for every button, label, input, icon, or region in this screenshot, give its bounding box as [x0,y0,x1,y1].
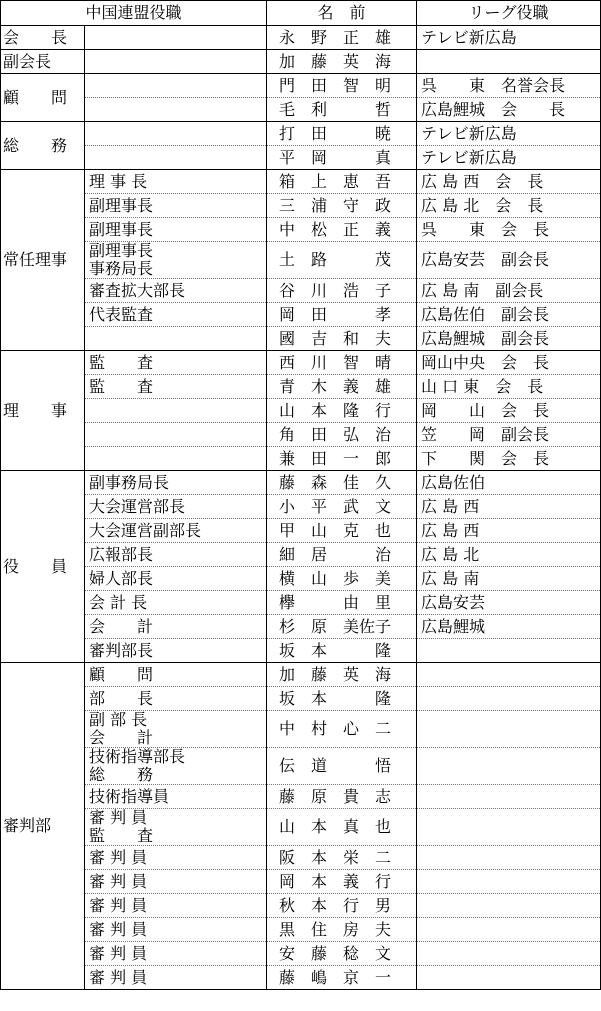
member-name: 岡 田 孝 [267,303,417,327]
member-name: 三 浦 守 政 [267,194,417,218]
member-name: 平 岡 真 [267,146,417,170]
league-role [417,711,601,748]
league-role: 山 口 東 会 長 [417,375,601,399]
league-role: 広 島 西 [417,519,601,543]
chugoku-role: 会 計 [85,615,267,639]
league-role: 岡 山 会 長 [417,399,601,423]
table-row [1,471,601,495]
table-row [1,495,601,519]
member-name: 伝 道 悟 [267,748,417,785]
member-name: 箱 上 恵 吾 [267,170,417,194]
league-role [417,663,601,687]
member-name: 國 吉 和 夫 [267,327,417,351]
member-name: 杉 原 美佐子 [267,615,417,639]
chugoku-role: 審 判 員 [85,870,267,894]
league-role: 岡山中央 会 長 [417,351,601,375]
league-role: 広島安芸 副会長 [417,242,601,279]
section-label: 理 事 [1,351,85,471]
chugoku-role: 副理事長 事務局長 [85,242,267,279]
chugoku-role: 審査拡大部長 [85,279,267,303]
league-role: 広 島 西 会 長 [417,170,601,194]
chugoku-role: 広報部長 [85,543,267,567]
section-label: 顧 問 [1,74,85,122]
member-name: 藤 嶋 京 一 [267,966,417,990]
member-name: 秋 本 行 男 [267,894,417,918]
chugoku-role: 審 判 員 [85,942,267,966]
member-name: 中 松 正 義 [267,218,417,242]
member-name: 加 藤 英 海 [267,50,417,74]
table-row [1,894,601,918]
table-row [1,846,601,870]
table-row [1,711,601,748]
table-row [1,146,601,170]
league-role: テレビ新広島 [417,26,601,50]
member-name: 欅 由 里 [267,591,417,615]
member-name: 横 山 歩 美 [267,567,417,591]
table-row [1,966,601,990]
member-name: 安 藤 稔 文 [267,942,417,966]
member-name: 門 田 智 明 [267,74,417,98]
section-label: 常任理事 [1,170,85,351]
league-role: 呉 東 名誉会長 [417,74,601,98]
table-row [1,687,601,711]
table-row [1,327,601,351]
chugoku-role: 顧 問 [85,663,267,687]
chugoku-role: 副理事長 [85,218,267,242]
table-row [1,399,601,423]
member-name: 永 野 正 雄 [267,26,417,50]
table-row [1,639,601,663]
table-row [1,351,601,375]
member-name: 山 本 隆 行 [267,399,417,423]
member-name: 坂 本 隆 [267,687,417,711]
header-league-role: リーグ役職 [417,1,601,26]
chugoku-role: 副事務局長 [85,471,267,495]
member-name: 毛 利 哲 [267,98,417,122]
table-row [1,122,601,146]
section-label: 副会長 [1,50,85,74]
chugoku-role: 大会運営副部長 [85,519,267,543]
league-role: 広島鯉城 [417,615,601,639]
chugoku-role: 審 判 員 [85,918,267,942]
table-row [1,50,601,74]
league-role [417,966,601,990]
member-name: 小 平 武 文 [267,495,417,519]
league-role [417,942,601,966]
league-role: 広 島 北 [417,543,601,567]
table-row [1,218,601,242]
chugoku-role [85,423,267,447]
table-row [1,170,601,194]
league-role: 広島佐伯 副会長 [417,303,601,327]
chugoku-role [85,327,267,351]
league-role: 広 島 南 [417,567,601,591]
table-row [1,663,601,687]
chugoku-role [85,26,267,50]
table-row [1,26,601,50]
header-chugoku-role: 中国連盟役職 [1,1,267,26]
member-name: 藤 原 貴 志 [267,785,417,809]
member-name: 青 木 義 雄 [267,375,417,399]
table-row [1,423,601,447]
chugoku-role [85,399,267,423]
table-row [1,591,601,615]
league-role: 下 関 会 長 [417,447,601,471]
table-row [1,870,601,894]
chugoku-role: 審 判 員 [85,846,267,870]
member-name: 甲 山 克 也 [267,519,417,543]
member-name: 加 藤 英 海 [267,663,417,687]
table-row [1,748,601,785]
table-row [1,519,601,543]
table-row [1,194,601,218]
table-row [1,375,601,399]
league-role [417,748,601,785]
league-role [417,870,601,894]
chugoku-role: 技術指導員 [85,785,267,809]
member-name: 兼 田 一 郎 [267,447,417,471]
table-row [1,98,601,122]
chugoku-role [85,98,267,122]
member-name: 西 川 智 晴 [267,351,417,375]
table-row [1,447,601,471]
league-role [417,846,601,870]
chugoku-role: 監 査 [85,375,267,399]
section-label: 総 務 [1,122,85,170]
chugoku-role: 代表監査 [85,303,267,327]
chugoku-role: 審 判 員 [85,894,267,918]
league-role: 広島佐伯 [417,471,601,495]
chugoku-role: 審判部長 [85,639,267,663]
league-role: 広島安芸 [417,591,601,615]
league-role: テレビ新広島 [417,146,601,170]
chugoku-role [85,74,267,98]
section-label: 審判部 [1,663,85,990]
table-row [1,942,601,966]
league-role [417,894,601,918]
table-row [1,809,601,846]
table-row [1,785,601,809]
chugoku-role: 審 判 員 監 査 [85,809,267,846]
member-name: 阪 本 栄 二 [267,846,417,870]
section-label: 会 長 [1,26,85,50]
chugoku-role: 理 事 長 [85,170,267,194]
member-name: 細 居 治 [267,543,417,567]
table-row [1,543,601,567]
chugoku-role: 部 長 [85,687,267,711]
chugoku-role [85,146,267,170]
member-name: 土 路 茂 [267,242,417,279]
chugoku-role [85,122,267,146]
chugoku-role: 副理事長 [85,194,267,218]
member-name: 岡 本 義 行 [267,870,417,894]
table-row [1,242,601,279]
league-role: 広島鯉城 会 長 [417,98,601,122]
league-role [417,809,601,846]
table-row [1,303,601,327]
league-role: 広 島 西 [417,495,601,519]
league-role [417,918,601,942]
member-name: 藤 森 佳 久 [267,471,417,495]
chugoku-role [85,447,267,471]
chugoku-role: 監 査 [85,351,267,375]
table-row [1,279,601,303]
member-name: 中 村 心 二 [267,711,417,748]
league-role: テレビ新広島 [417,122,601,146]
table-row [1,74,601,98]
table-row [1,615,601,639]
chugoku-role: 婦人部長 [85,567,267,591]
league-role [417,50,601,74]
table-row [1,567,601,591]
league-role [417,639,601,663]
chugoku-role: 副 部 長 会 計 [85,711,267,748]
chugoku-role: 会 計 長 [85,591,267,615]
member-name: 黒 住 房 夫 [267,918,417,942]
league-role [417,785,601,809]
league-role [417,687,601,711]
league-role: 笠 岡 副会長 [417,423,601,447]
member-name: 坂 本 隆 [267,639,417,663]
member-name: 谷 川 浩 子 [267,279,417,303]
chugoku-role: 審 判 員 [85,966,267,990]
section-label: 役 員 [1,471,85,663]
table-row [1,918,601,942]
chugoku-role: 大会運営部長 [85,495,267,519]
chugoku-role [85,50,267,74]
member-name: 角 田 弘 治 [267,423,417,447]
header-name: 名 前 [267,1,417,26]
member-name: 打 田 暁 [267,122,417,146]
member-name: 山 本 真 也 [267,809,417,846]
header-row [1,1,601,26]
league-role: 広島鯉城 副会長 [417,327,601,351]
chugoku-role: 技術指導部長 総 務 [85,748,267,785]
league-role: 呉 東 会 長 [417,218,601,242]
league-role: 広 島 北 会 長 [417,194,601,218]
league-role: 広 島 南 副会長 [417,279,601,303]
